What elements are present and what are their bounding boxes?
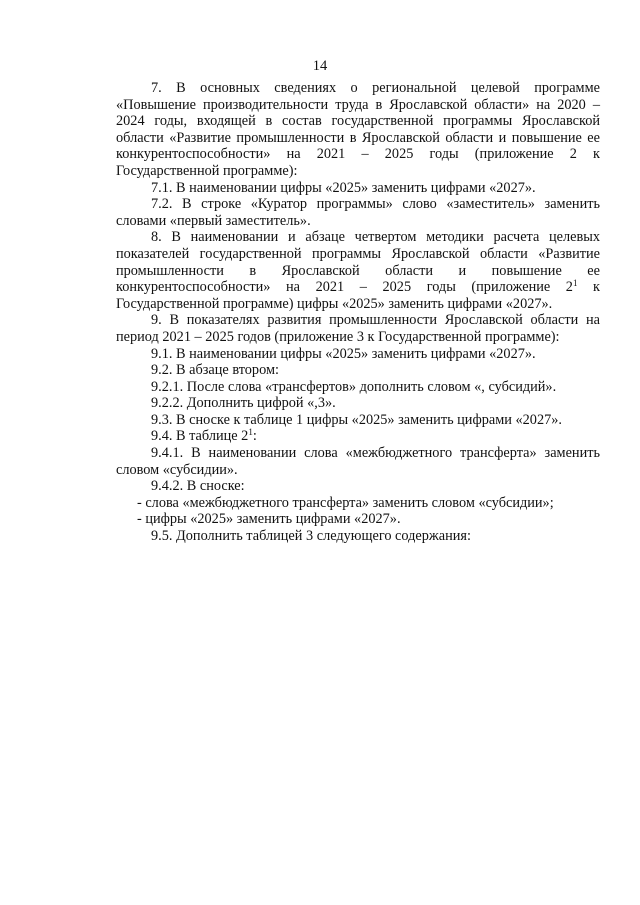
paragraph-7-2: 7.2. В строке «Куратор программы» слово «заместитель» заменить словами «первый заместитель». xyxy=(116,196,600,229)
paragraph-9-4-text: 9.4. В таблице 2 xyxy=(151,428,249,445)
paragraph-9-1: 9.1. В наименовании цифры «2025» заменить цифрами «2027». xyxy=(151,345,536,362)
paragraph-9-2-1: 9.2.1. После слова «трансфертов» дополнить словом «, субсидий». xyxy=(151,378,557,395)
paragraph-7: 7. В основных сведениях о региональной целевой программе «Повышение производительности труда в Ярославской области» на 2020 – 2024 годы, входящей в состав государственной программы Ярославской области «Развитие промышленности в Ярославской области и повышение ее конкурентоспособности» на 2021 – 2025 годы (приложение 2 к Государственной программе): xyxy=(116,80,600,179)
paragraph-8 xyxy=(116,229,600,312)
paragraph-9-4-2-item-2: - цифры «2025» заменить цифрами «2027». xyxy=(137,511,401,528)
document-body xyxy=(116,80,600,545)
paragraph-9-2-2: 9.2.2. Дополнить цифрой «,3». xyxy=(151,395,336,412)
paragraph-9-4-superscript: 1 xyxy=(248,427,253,438)
paragraph-7-1: 7.1. В наименовании цифры «2025» заменить цифрами «2027». xyxy=(151,179,536,196)
paragraph-9-3: 9.3. В сноске к таблице 1 цифры «2025» заменить цифрами «2027». xyxy=(151,411,562,428)
paragraph-9: 9. В показателях развития промышленности Ярославской области на период 2021 – 2025 годов (приложение 3 к Государственной программе): xyxy=(116,312,600,345)
paragraph-9-4-2: 9.4.2. В сноске: xyxy=(151,478,245,495)
paragraph-9-4-2-item-1: - слова «межбюджетного трансферта» заменить словом «субсидии»; xyxy=(137,494,554,511)
paragraph-9-4-1: 9.4.1. В наименовании слова «межбюджетного трансферта» заменить словом «субсидии». xyxy=(116,445,600,478)
paragraph-9-4 xyxy=(116,428,600,445)
paragraph-9-5: 9.5. Дополнить таблицей 3 следующего содержания: xyxy=(151,528,471,545)
paragraph-9-2: 9.2. В абзаце втором: xyxy=(151,362,279,379)
paragraph-8-text: 8. В наименовании и абзаце четвертом методики расчета целевых показателей государственной программы Ярославской области «Развитие промышленности в Ярославской области и повышение ее конкурентоспособности» на 2021 – 2025 годы (приложение 2 xyxy=(116,229,600,296)
page-number: 14 xyxy=(312,58,328,74)
paragraph-8-superscript: 1 xyxy=(572,278,578,289)
paragraph-9-4-colon: : xyxy=(252,428,257,445)
paragraph-8-text-end: к Государственной программе) цифры «2025» заменить цифрами «2027». xyxy=(116,279,600,312)
